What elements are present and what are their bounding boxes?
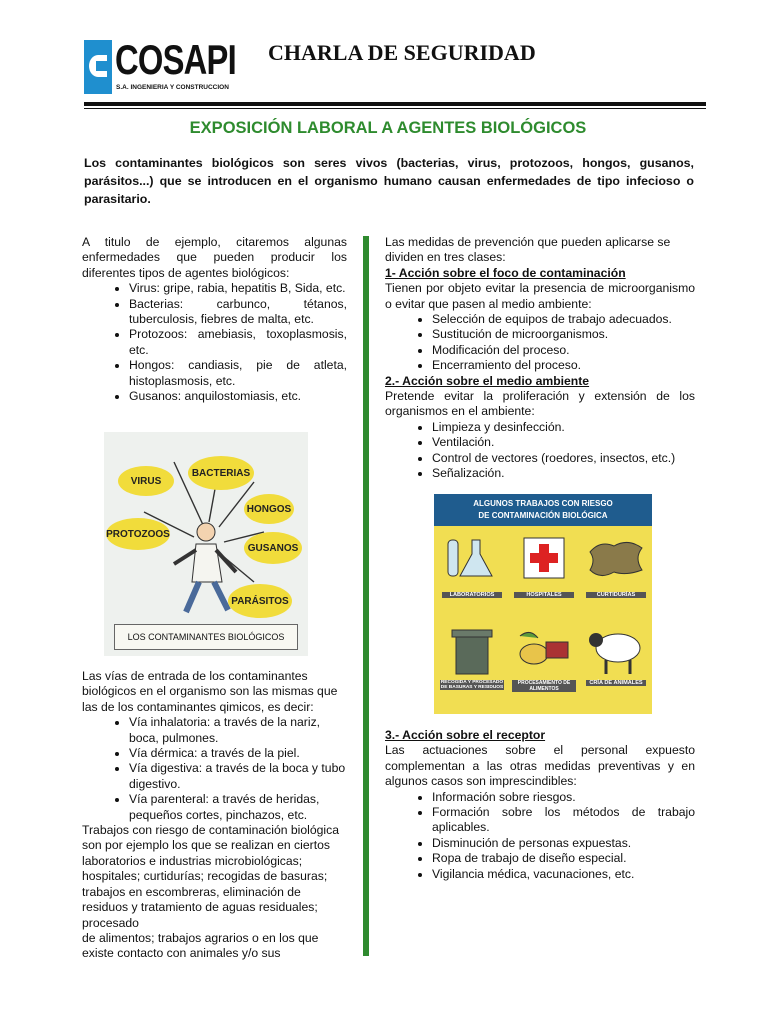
section-2-paragraph: Pretende evitar la proliferación y extensión de los organismos en el ambiente: [385,389,695,419]
measures-list-1 [385,312,695,374]
agents-list [82,281,347,404]
bubble-virus: VIRUS [118,466,174,496]
hide-icon [582,532,650,590]
list-item: • Disminución de personas expuestas. [432,836,695,851]
list-item: • Vía parenteral: a través de heridas, pequeños cortes, pinchazos, etc. [129,792,347,823]
waste-tile [438,624,506,694]
tile-label: HOSPITALES [514,592,574,598]
list-item: • Virus: gripe, rabia, hepatitis B, Sida, etc. [129,281,347,296]
flask-icon [438,532,506,590]
tile-label: CURTIDURÍAS [586,592,646,598]
list-item: • Ventilación. [432,435,695,450]
logo-c-inner [96,61,107,71]
bubble-hongos: HONGOS [244,494,294,524]
section-heading-3: 3.- Acción sobre el receptor [385,728,546,742]
list-item: • Bacterias: carbunco, tétanos, tuberculosis, fiebres de malta, etc. [129,297,347,328]
infographic-title [434,494,652,526]
text-line: procesado [82,915,139,930]
tile-label: RECOGIDA Y PROCESADO DE BASURAS Y RESIDUOS [440,680,504,690]
prevention-paragraph: Las medidas de prevención que pueden aplicarse se dividen en tres clases: [385,235,671,265]
list-item: • Selección de equipos de trabajo adecuados. [432,312,695,327]
list-item: • Sustitución de microorganismos. [432,327,695,342]
text-line: residuos y tratamiento de aguas residuales; [82,900,318,915]
text-line: trabajos en escombreras, eliminación de [82,884,301,899]
text-line: laboratorios e industrias microbiológicas; [82,853,303,868]
cosapi-logo [84,36,236,96]
bubble-gusanos: GUSANOS [244,532,302,564]
column-divider [363,236,369,956]
tile-label: CRÍA DE ANIMALES [586,680,646,686]
red-cross-icon [510,532,578,590]
list-item: • Gusanos: anquilostomiasis, etc. [129,389,347,404]
tile-label: PROCESAMIENTO DE ALIMENTOS [512,680,576,692]
contaminants-illustration [104,432,308,656]
list-item: • Información sobre riesgos. [432,790,695,805]
section-1-paragraph: Tienen por objeto evitar la presencia de microorganismo o evitar que pasen al medio ambiente: [385,281,695,311]
infographic-title-line: ALGUNOS TRABAJOS CON RIESGO [473,499,613,508]
page-title: EXPOSICIÓN LABORAL A AGENTES BIOLÓGICOS [189,119,587,137]
right-column [385,235,695,482]
list-item: • Limpieza y desinfección. [432,420,695,435]
section-heading-1: 1- Acción sobre el foco de contaminación [385,265,626,280]
section-3-paragraph: Las actuaciones sobre el personal expuesto complementan a las otras medidas preventivas y en algunos casos son imprescindibles: [385,743,695,789]
sheep-icon [582,624,650,680]
tannery-tile [582,532,650,602]
section-heading-2: 2.- Acción sobre el medio ambiente [385,373,590,388]
text-line: hospitales; curtidurías; recogidas de basuras; [82,869,328,884]
laboratory-tile [438,532,506,602]
text-line: son por ejemplo los que se realizan en ciertos [82,838,330,853]
logo-name: COSAPI [115,36,236,83]
list-item: • Encerramiento del proceso. [432,358,695,373]
text-line: Trabajos con riesgo de contaminación biológica [82,823,339,838]
list-item: • Vía digestiva: a través de la boca y tubo digestivo. [129,761,347,792]
trash-can-icon [438,624,506,680]
list-item: • Protozoos: amebiasis, toxoplasmosis, etc. [129,327,347,358]
list-item: • Hongos: candiasis, pie de atleta, histoplasmosis, etc. [129,358,347,389]
bubble-protozoos: PROTOZOOS [106,518,170,550]
measures-list-2 [385,420,695,482]
list-item: • Vía inhalatoria: a través de la nariz, boca, pulmones. [129,715,347,746]
document-title: CHARLA DE SEGURIDAD [268,40,536,65]
list-item: • Señalización. [432,466,695,481]
list-item: • Vía dérmica: a través de la piel. [129,746,347,761]
measures-list-3 [385,790,695,882]
routes-list [82,715,347,823]
risk-jobs-paragraph [82,823,347,962]
left-column [82,235,347,404]
header-rule-thin [84,108,706,109]
list-item: • Modificación del proceso. [432,343,695,358]
risk-jobs-infographic [434,494,652,714]
bubble-parasitos: PARÁSITOS [228,584,292,618]
routes-paragraph: Las vías de entrada de los contaminantes biológicos en el organismo son las mismas que las de los contaminantes qimicos, es decir: [82,669,338,714]
text-line: existe contacto con animales y/o sus [82,946,281,961]
left-column-lower [82,669,347,962]
animal-breeding-tile [582,624,650,694]
hospital-tile [510,532,578,602]
examples-paragraph: A titulo de ejemplo, citaremos algunas enfermedades que pueden producir los diferentes tipos de agentes biológicos: [82,235,347,280]
food-icon [510,624,578,680]
food-processing-tile [510,624,578,694]
list-item: • Formación sobre los métodos de trabajo aplicables. [432,805,695,836]
infographic-title-line: DE CONTAMINACIÓN BIOLÓGICA [478,511,608,520]
intro-paragraph: Los contaminantes biológicos son seres vivos (bacterias, virus, protozoos, hongos, gusanos, parásitos...) que se introducen en el organismo humano causan enfermedades de tipo infecioso o parasitario. [84,156,694,206]
list-item: • Vigilancia médica, vacunaciones, etc. [432,867,695,882]
bubble-bacterias: BACTERIAS [188,456,254,490]
tile-label: LABORATORIOS [442,592,502,598]
logo-subtitle: S.A. INGENIERIA Y CONSTRUCCION [116,84,229,91]
text-line: de alimentos; trabajos agrarios o en los que [82,930,319,945]
list-item: • Control de vectores (roedores, insectos, etc.) [432,451,695,466]
list-item: • Ropa de trabajo de diseño especial. [432,851,695,866]
illustration-caption: LOS CONTAMINANTES BIOLÓGICOS [114,624,298,650]
right-column-lower [385,728,695,882]
header-rule [84,102,706,106]
